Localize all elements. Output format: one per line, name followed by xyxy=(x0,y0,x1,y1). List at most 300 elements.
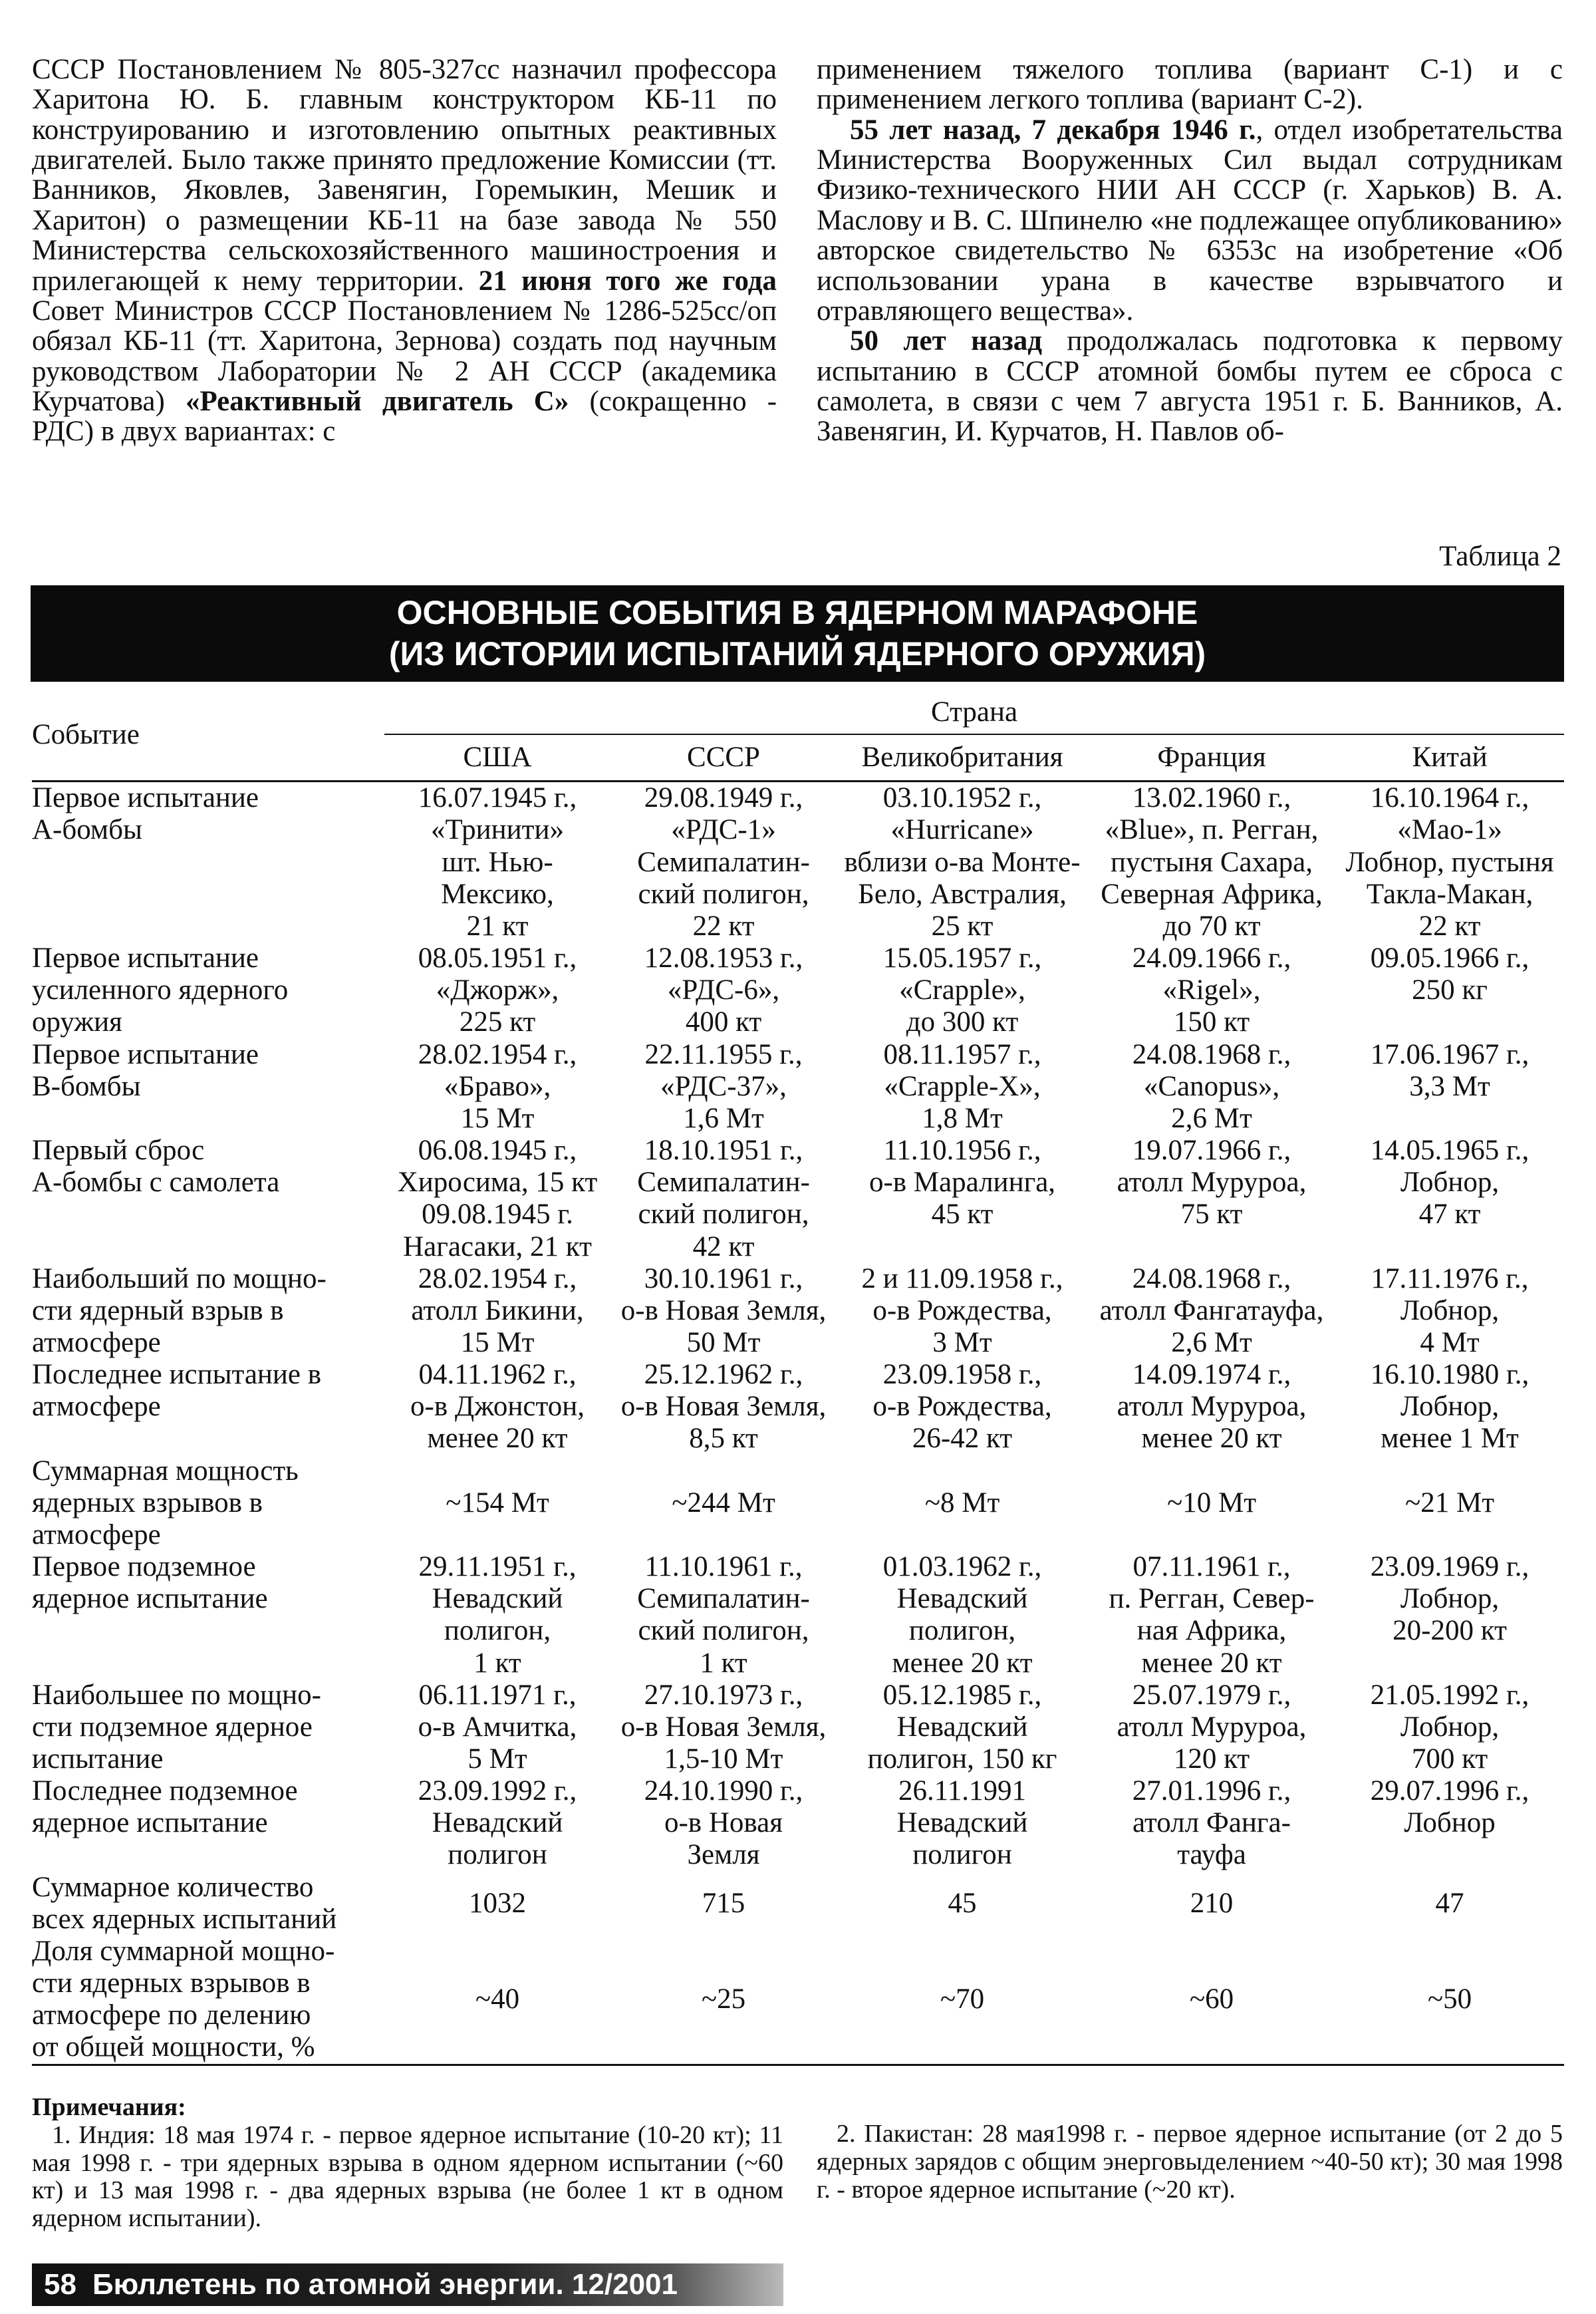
body-paragraph: 50 лет назад продолжалась подготовка к первому испытанию в СССР атомной бомбы путем ее сброса с самолета, в связи с чем 7 августа 1951 г. Б. Ванников, А. Завенягин, И. Курчатов, Н. Павлов об- xyxy=(817,325,1563,448)
cell-line: атолл Муруроа, xyxy=(1117,1391,1307,1423)
country-value-cell xyxy=(1335,942,1564,1038)
country-value-cell xyxy=(837,1359,1088,1455)
table-title-line: ОСНОВНЫЕ СОБЫТИЯ В ЯДЕРНОМ МАРАФОНЕ xyxy=(396,594,1198,631)
cell-line: 25 кт xyxy=(931,910,994,942)
cell-line: 2 и 11.09.1958 г., xyxy=(861,1262,1063,1294)
cell-line: ~25 xyxy=(701,1983,746,2015)
country-value-cell xyxy=(1335,1263,1564,1359)
cell-line: 14.05.1965 г., xyxy=(1370,1135,1530,1167)
country-value-cell xyxy=(384,1135,610,1263)
event-line: Суммарное количество xyxy=(32,1871,314,1903)
cell-line: Лобнор, xyxy=(1400,1583,1500,1615)
country-value-cell xyxy=(610,1551,837,1679)
note-india: 1. Индия: 18 мая 1974 г. - первое ядерное испытание (10-20 кт); 11 мая 1998 г. - три ядерных взрыва в одном ядерном испытании (~60 кт) и 13 мая 1998 г. - два ядерных взрыва (не более 1 кт в одном ядерном испытании). xyxy=(32,2120,783,2233)
cell-line: 1 кт xyxy=(700,1647,747,1679)
event-line: Суммарная мощность xyxy=(32,1455,299,1487)
event-line: Последнее испытание в xyxy=(32,1359,322,1391)
cell-line: полигон, xyxy=(908,1615,1016,1647)
cell-line: 24.08.1968 г., xyxy=(1132,1262,1291,1294)
cell-line: Мексико, xyxy=(441,878,554,910)
event-line: всех ядерных испытаний xyxy=(32,1903,337,1935)
table-title-banner xyxy=(31,585,1564,682)
cell-line: 45 кт xyxy=(931,1199,994,1230)
cell-line: 400 кт xyxy=(685,1006,762,1038)
cell-line: 21.05.1992 г., xyxy=(1370,1679,1530,1711)
country-value-cell xyxy=(610,1936,837,2065)
page-number: 58 xyxy=(44,2268,76,2301)
event-cell xyxy=(32,1551,384,1679)
cell-line: полигон, 150 кг xyxy=(867,1743,1057,1775)
cell-line: Нагасаки, 21 кт xyxy=(403,1230,592,1262)
event-line: оружия xyxy=(32,1006,122,1038)
cell-line: 3 Мт xyxy=(932,1326,992,1358)
cell-line: Лобнор, xyxy=(1400,1294,1500,1326)
country-value-cell xyxy=(1088,1936,1335,2065)
cell-line: Лобнор, пустыня xyxy=(1345,846,1554,878)
country-value-cell xyxy=(610,1872,837,1936)
cell-line: 225 кт xyxy=(459,1006,536,1038)
cell-line: о-в Амчитка, xyxy=(418,1711,577,1743)
body-paragraph: применением тяжелого топлива (вариант С-1) и с применением легкого топлива (вариант С-2). xyxy=(817,54,1563,116)
event-line: Первое подземное xyxy=(32,1551,256,1583)
cell-line: 06.08.1945 г., xyxy=(418,1135,577,1167)
cell-line: Невадский xyxy=(896,1711,1028,1743)
cell-line: атолл Муруроа, xyxy=(1117,1711,1307,1743)
event-cell xyxy=(32,942,384,1038)
cell-line: 23.09.1992 г., xyxy=(418,1775,577,1807)
event-line: ядерное испытание xyxy=(32,1583,268,1615)
cell-line: о-в Новая Земля, xyxy=(620,1711,827,1743)
cell-line: ~60 xyxy=(1189,1983,1234,2015)
country-value-cell xyxy=(1335,1135,1564,1263)
cell-line: 8,5 кт xyxy=(689,1423,758,1455)
table-header-row xyxy=(32,690,1564,734)
country-value-cell xyxy=(610,1679,837,1775)
cell-line: 50 Мт xyxy=(686,1326,761,1358)
cell-line: Лобнор xyxy=(1404,1807,1496,1839)
cell-line: 150 кт xyxy=(1173,1006,1250,1038)
event-line: атмосфере по делению xyxy=(32,1999,311,2031)
cell-line: Невадский xyxy=(432,1583,563,1615)
notes-title: Примечания: xyxy=(32,2093,186,2121)
country-value-cell xyxy=(837,1039,1088,1135)
country-value-cell xyxy=(1335,1359,1564,1455)
country-value-cell xyxy=(1088,942,1335,1038)
country-value-cell xyxy=(384,1039,610,1135)
cell-line: 30.10.1961 г., xyxy=(644,1262,803,1294)
event-line: атмосфере xyxy=(32,1391,161,1423)
cell-line: 1 кт xyxy=(473,1647,521,1679)
body-text-left-column xyxy=(32,55,777,447)
cell-line: 715 xyxy=(702,1887,745,1919)
cell-line: 1,6 Мт xyxy=(683,1102,764,1134)
cell-line: 1032 xyxy=(469,1887,526,1919)
country-value-cell xyxy=(1088,1872,1335,1936)
cell-line: 3,3 Мт xyxy=(1409,1070,1490,1102)
event-line: сти подземное ядерное xyxy=(32,1711,313,1743)
journal-title: Бюллетень по атомной энергии. 12/2001 xyxy=(92,2268,678,2301)
country-value-cell xyxy=(384,1679,610,1775)
country-value-cell xyxy=(837,1872,1088,1936)
event-cell xyxy=(32,1359,384,1455)
cell-line: 29.11.1951 г., xyxy=(418,1551,577,1583)
country-value-cell xyxy=(837,1551,1088,1679)
cell-line: 28.02.1954 г., xyxy=(418,1038,577,1070)
country-value-cell xyxy=(610,1263,837,1359)
country-value-cell xyxy=(837,1936,1088,2065)
cell-line: 120 кт xyxy=(1173,1743,1250,1775)
cell-line: 25.07.1979 г., xyxy=(1132,1679,1291,1711)
country-value-cell xyxy=(837,1455,1088,1551)
cell-line: полигон, xyxy=(444,1615,551,1647)
cell-line: атолл Бикини, xyxy=(411,1294,584,1326)
event-line: Первый сброс xyxy=(32,1135,205,1167)
country-header: Франция xyxy=(1088,734,1335,782)
event-line: А-бомбы xyxy=(32,814,142,846)
cell-line: атолл Фанга- xyxy=(1132,1807,1291,1839)
cell-line: 1,5-10 Мт xyxy=(664,1743,783,1775)
cell-line: ~10 Мт xyxy=(1166,1487,1257,1519)
country-value-cell xyxy=(837,1263,1088,1359)
cell-line: до 300 кт xyxy=(906,1006,1019,1038)
cell-line: 16.07.1945 г., xyxy=(418,782,577,814)
cell-line: ~244 Мт xyxy=(672,1487,775,1519)
cell-line: 14.09.1974 г., xyxy=(1132,1359,1291,1391)
country-value-cell xyxy=(384,1936,610,2065)
cell-line: 12.08.1953 г., xyxy=(644,942,803,974)
country-header: США xyxy=(384,734,610,782)
cell-line: 24.10.1990 г., xyxy=(644,1775,803,1807)
table-row xyxy=(32,942,1564,1038)
country-header: Великобритания xyxy=(837,734,1088,782)
country-value-cell xyxy=(1088,1039,1335,1135)
cell-line: о-в Рождества, xyxy=(872,1391,1052,1423)
table-row xyxy=(32,1359,1564,1455)
cell-line: 01.03.1962 г., xyxy=(882,1551,1042,1583)
notes-right xyxy=(817,2120,1563,2204)
cell-line: 08.11.1957 г., xyxy=(883,1038,1041,1070)
cell-line: 11.10.1961 г., xyxy=(644,1551,803,1583)
country-value-cell xyxy=(1335,782,1564,942)
country-value-cell xyxy=(837,1775,1088,1871)
cell-line: «Мао-1» xyxy=(1397,814,1502,846)
cell-line: шт. Нью- xyxy=(442,846,553,878)
country-value-cell xyxy=(610,782,837,942)
cell-line: «Crapple-X», xyxy=(884,1070,1041,1102)
country-value-cell xyxy=(384,1455,610,1551)
cell-line: Невадский xyxy=(896,1583,1028,1615)
event-line: атмосфере xyxy=(32,1326,161,1358)
cell-line: Лобнор, xyxy=(1400,1167,1500,1199)
cell-line: менее 20 кт xyxy=(892,1647,1033,1679)
country-value-cell xyxy=(1088,1679,1335,1775)
table-row xyxy=(32,1039,1564,1135)
event-column-header: Событие xyxy=(32,690,384,782)
cell-line: 15 Мт xyxy=(460,1102,535,1134)
country-value-cell xyxy=(610,1039,837,1135)
cell-line: 45 xyxy=(948,1887,977,1919)
cell-line: Невадский xyxy=(432,1807,563,1839)
cell-line: 26-42 кт xyxy=(912,1423,1013,1455)
body-paragraph: 55 лет назад, 7 декабря 1946 г., отдел изобретательства Министерства Вооруженных Сил выдал сотрудникам Физико-технического НИИ АН СССР (г. Харьков) В. А. Маслову и В. С. Шпинелю «не подлежащее опубликованию» авторское свидетельство № 6353с на изобретение «Об использовании урана в качестве взрывчатого и отравляющего вещества». xyxy=(817,114,1563,327)
country-value-cell xyxy=(384,942,610,1038)
cell-line: Северная Африка, xyxy=(1101,878,1323,910)
event-line: от общей мощности, % xyxy=(32,2031,315,2063)
event-line: Наибольший по мощно- xyxy=(32,1262,327,1294)
cell-line: ная Африка, xyxy=(1136,1615,1287,1647)
table-row xyxy=(32,1551,1564,1679)
cell-line: 2,6 Мт xyxy=(1171,1326,1252,1358)
cell-line: Лобнор, xyxy=(1400,1391,1500,1423)
cell-line: Бело, Австралия, xyxy=(858,878,1067,910)
country-header: СССР xyxy=(610,734,837,782)
cell-line: ский полигон, xyxy=(638,878,809,910)
cell-line: 09.05.1966 г., xyxy=(1370,942,1530,974)
table-row xyxy=(32,1936,1564,2065)
country-value-cell xyxy=(610,1455,837,1551)
cell-line: 23.09.1969 г., xyxy=(1370,1551,1530,1583)
country-value-cell xyxy=(384,1359,610,1455)
country-value-cell xyxy=(610,942,837,1038)
event-line: Последнее подземное xyxy=(32,1775,298,1807)
cell-line: до 70 кт xyxy=(1162,910,1261,942)
country-value-cell xyxy=(384,1775,610,1871)
cell-line: п. Регган, Север- xyxy=(1109,1583,1315,1615)
cell-line: атолл Муруроа, xyxy=(1117,1167,1307,1199)
cell-line: 29.08.1949 г., xyxy=(644,782,803,814)
country-value-cell xyxy=(384,1872,610,1936)
cell-line: ский полигон, xyxy=(638,1615,809,1647)
cell-line: ~50 xyxy=(1427,1983,1472,2015)
cell-line: менее 20 кт xyxy=(427,1423,568,1455)
country-value-cell xyxy=(1335,1551,1564,1679)
country-value-cell xyxy=(1088,1359,1335,1455)
country-value-cell xyxy=(610,1775,837,1871)
event-cell xyxy=(32,1135,384,1263)
cell-line: о-в Новая Земля, xyxy=(620,1294,827,1326)
cell-line: «РДС-1» xyxy=(671,814,776,846)
cell-line: полигон xyxy=(912,1839,1012,1871)
event-cell xyxy=(32,1936,384,2065)
table-row xyxy=(32,1263,1564,1359)
event-cell xyxy=(32,1455,384,1551)
country-value-cell xyxy=(1088,1551,1335,1679)
body-text-right-column xyxy=(817,55,1563,447)
cell-line: «РДС-37», xyxy=(660,1070,787,1102)
cell-line: 17.11.1976 г., xyxy=(1371,1262,1529,1294)
cell-line: о-в Маралинга, xyxy=(868,1167,1056,1199)
cell-line: вблизи о-ва Монте- xyxy=(844,846,1081,878)
table-row xyxy=(32,1679,1564,1775)
cell-line: 250 кг xyxy=(1412,974,1488,1006)
country-value-cell xyxy=(610,1359,837,1455)
cell-line: 47 xyxy=(1435,1887,1464,1919)
country-value-cell xyxy=(384,1551,610,1679)
event-line: ядерное испытание xyxy=(32,1807,268,1839)
cell-line: Хиросима, 15 кт xyxy=(397,1167,598,1199)
cell-line: «Rigel», xyxy=(1162,974,1261,1006)
cell-line: о-в Новая xyxy=(664,1807,783,1839)
cell-line: ~8 Мт xyxy=(924,1487,1000,1519)
event-cell xyxy=(32,1039,384,1135)
country-value-cell xyxy=(1335,1872,1564,1936)
cell-line: 11.10.1956 г., xyxy=(883,1135,1041,1167)
cell-line: «Crapple», xyxy=(899,974,1025,1006)
country-value-cell xyxy=(1335,1679,1564,1775)
cell-line: 05.12.1985 г., xyxy=(882,1679,1042,1711)
notes-left xyxy=(32,2094,783,2233)
country-value-cell xyxy=(837,1135,1088,1263)
cell-line: 28.02.1954 г., xyxy=(418,1262,577,1294)
cell-line: 26.11.1991 xyxy=(898,1775,1026,1807)
cell-line: Земля xyxy=(687,1839,760,1871)
event-line: Первое испытание xyxy=(32,942,259,974)
cell-line: 42 кт xyxy=(692,1230,755,1262)
table-row xyxy=(32,1872,1564,1936)
event-line: сти ядерных взрывов в xyxy=(32,1967,311,1999)
nuclear-events-table xyxy=(32,690,1564,2066)
cell-line: 21 кт xyxy=(466,910,529,942)
table-subtitle-line: (ИЗ ИСТОРИИ ИСПЫТАНИЙ ЯДЕРНОГО ОРУЖИЯ) xyxy=(388,635,1206,672)
cell-line: 17.06.1967 г., xyxy=(1370,1038,1530,1070)
table-row xyxy=(32,782,1564,942)
cell-line: 5 Мт xyxy=(467,1743,527,1775)
cell-line: 23.09.1958 г., xyxy=(882,1359,1042,1391)
cell-line: 19.07.1966 г., xyxy=(1132,1135,1291,1167)
event-line: усиленного ядерного xyxy=(32,974,289,1006)
country-header: Китай xyxy=(1335,734,1564,782)
table-label: Таблица 2 xyxy=(1439,541,1561,572)
cell-line: Лобнор, xyxy=(1400,1711,1500,1743)
cell-line: «Тринити» xyxy=(431,814,564,846)
cell-line: 08.05.1951 г., xyxy=(418,942,577,974)
event-line: сти ядерный взрыв в xyxy=(32,1294,284,1326)
cell-line: о-в Рождества, xyxy=(872,1294,1052,1326)
country-value-cell xyxy=(1335,1936,1564,2065)
country-value-cell xyxy=(1088,1775,1335,1871)
cell-line: 47 кт xyxy=(1418,1199,1481,1230)
page-footer xyxy=(32,2263,783,2306)
cell-line: 09.08.1945 г. xyxy=(422,1199,573,1230)
cell-line: 2,6 Мт xyxy=(1171,1102,1252,1134)
event-line: ядерных взрывов в xyxy=(32,1487,263,1519)
event-line: Доля суммарной мощно- xyxy=(32,1935,335,1967)
event-cell xyxy=(32,1679,384,1775)
table-row xyxy=(32,1775,1564,1871)
country-value-cell xyxy=(384,782,610,942)
event-line: атмосфере xyxy=(32,1519,161,1550)
cell-line: 07.11.1961 г., xyxy=(1132,1551,1291,1583)
cell-line: 20-200 кт xyxy=(1393,1615,1507,1647)
event-cell xyxy=(32,782,384,942)
cell-line: «Hurricane» xyxy=(890,814,1034,846)
cell-line: пустыня Сахара, xyxy=(1111,846,1313,878)
cell-line: менее 1 Мт xyxy=(1381,1423,1519,1455)
cell-line: о-в Новая Земля, xyxy=(620,1391,827,1423)
cell-line: 13.02.1960 г., xyxy=(1132,782,1291,814)
cell-line: Невадский xyxy=(896,1807,1028,1839)
country-value-cell xyxy=(1088,1455,1335,1551)
cell-line: 700 кт xyxy=(1411,1743,1488,1775)
cell-line: 22 кт xyxy=(1418,910,1481,942)
event-cell xyxy=(32,1263,384,1359)
cell-line: Такла-Макан, xyxy=(1366,878,1533,910)
cell-line: Семипалатин- xyxy=(637,1583,810,1615)
table-row xyxy=(32,1455,1564,1551)
cell-line: 27.01.1996 г., xyxy=(1132,1775,1291,1807)
cell-line: 29.07.1996 г., xyxy=(1370,1775,1530,1807)
event-cell xyxy=(32,1872,384,1936)
cell-line: 1,8 Мт xyxy=(922,1102,1003,1134)
country-value-cell xyxy=(1088,1135,1335,1263)
country-value-cell xyxy=(1335,1455,1564,1551)
cell-line: «Blue», п. Регган, xyxy=(1105,814,1319,846)
event-line: Первое испытание xyxy=(32,1038,259,1070)
country-value-cell xyxy=(837,1679,1088,1775)
cell-line: 210 xyxy=(1190,1887,1234,1919)
cell-line: менее 20 кт xyxy=(1141,1647,1282,1679)
country-group-header: Страна xyxy=(384,690,1564,734)
cell-line: 15.05.1957 г., xyxy=(882,942,1042,974)
cell-line: 27.10.1973 г., xyxy=(644,1679,803,1711)
cell-line: 04.11.1962 г., xyxy=(418,1359,577,1391)
cell-line: 06.11.1971 г., xyxy=(418,1679,577,1711)
table-row xyxy=(32,1135,1564,1263)
cell-line: ский полигон, xyxy=(638,1199,809,1230)
cell-line: Семипалатин- xyxy=(637,1167,810,1199)
cell-line: тауфа xyxy=(1177,1839,1246,1871)
cell-line: 22.11.1955 г., xyxy=(644,1038,803,1070)
country-value-cell xyxy=(1088,1263,1335,1359)
cell-line: ~40 xyxy=(475,1983,520,2015)
cell-line: 18.10.1951 г., xyxy=(644,1135,803,1167)
cell-line: «Canopus», xyxy=(1143,1070,1280,1102)
cell-line: полигон xyxy=(448,1839,547,1871)
event-line: А-бомбы с самолета xyxy=(32,1167,280,1199)
cell-line: Семипалатин- xyxy=(637,846,810,878)
event-line: испытание xyxy=(32,1743,164,1775)
event-line: Первое испытание xyxy=(32,782,259,814)
cell-line: атолл Фангатауфа, xyxy=(1099,1294,1324,1326)
cell-line: 24.09.1966 г., xyxy=(1132,942,1291,974)
cell-line: 16.10.1980 г., xyxy=(1370,1359,1530,1391)
country-value-cell xyxy=(610,1135,837,1263)
cell-line: ~154 Мт xyxy=(446,1487,549,1519)
cell-line: «Браво», xyxy=(444,1070,551,1102)
country-value-cell xyxy=(384,1263,610,1359)
body-paragraph: СССР Постановлением № 805-327сс назначил профессора Харитона Ю. Б. главным конструктором КБ-11 по конструированию и изготовлению опытных реактивных двигателей. Было также принято предложение Комиссии (тт. Ванников, Яковлев, Завенягин, Горемыкин, Мешик и Харитон) о размещении КБ-11 на базе завода № 550 Министерства сельскохозяйственного машиностроения и прилегающей к нему территории. 21 июня того же года Совет Министров СССР Постановлением № 1286-525сс/оп обязал КБ-11 (тт. Харитона, Зернова) создать под научным руководством Лаборатории № 2 АН СССР (академика Курчатова) «Реактивный двигатель С» (сокращенно - РДС) в двух вариантах: с xyxy=(32,54,777,448)
note-pakistan: 2. Пакистан: 28 мая1998 г. - первое ядерное испытание (от 2 до 5 ядерных зарядов с общим энерговыделением ~40-50 кт); 30 мая 1998 г. - второе ядерное испытание (~20 кт). xyxy=(817,2120,1563,2204)
cell-line: 15 Мт xyxy=(460,1326,535,1358)
country-value-cell xyxy=(837,782,1088,942)
country-value-cell xyxy=(837,942,1088,1038)
cell-line: 16.10.1964 г., xyxy=(1370,782,1530,814)
event-line: Наибольшее по мощно- xyxy=(32,1679,321,1711)
country-value-cell xyxy=(1088,782,1335,942)
table-body xyxy=(32,782,1564,2065)
cell-line: 25.12.1962 г., xyxy=(644,1359,803,1391)
cell-line: ~21 Мт xyxy=(1405,1487,1495,1519)
cell-line: «РДС-6», xyxy=(667,974,780,1006)
country-value-cell xyxy=(1335,1039,1564,1135)
cell-line: менее 20 кт xyxy=(1141,1423,1282,1455)
cell-line: о-в Джонстон, xyxy=(410,1391,585,1423)
cell-line: 4 Мт xyxy=(1420,1326,1480,1358)
cell-line: 03.10.1952 г., xyxy=(882,782,1042,814)
cell-line: 75 кт xyxy=(1180,1199,1243,1230)
event-cell xyxy=(32,1775,384,1871)
event-line: В-бомбы xyxy=(32,1070,141,1102)
